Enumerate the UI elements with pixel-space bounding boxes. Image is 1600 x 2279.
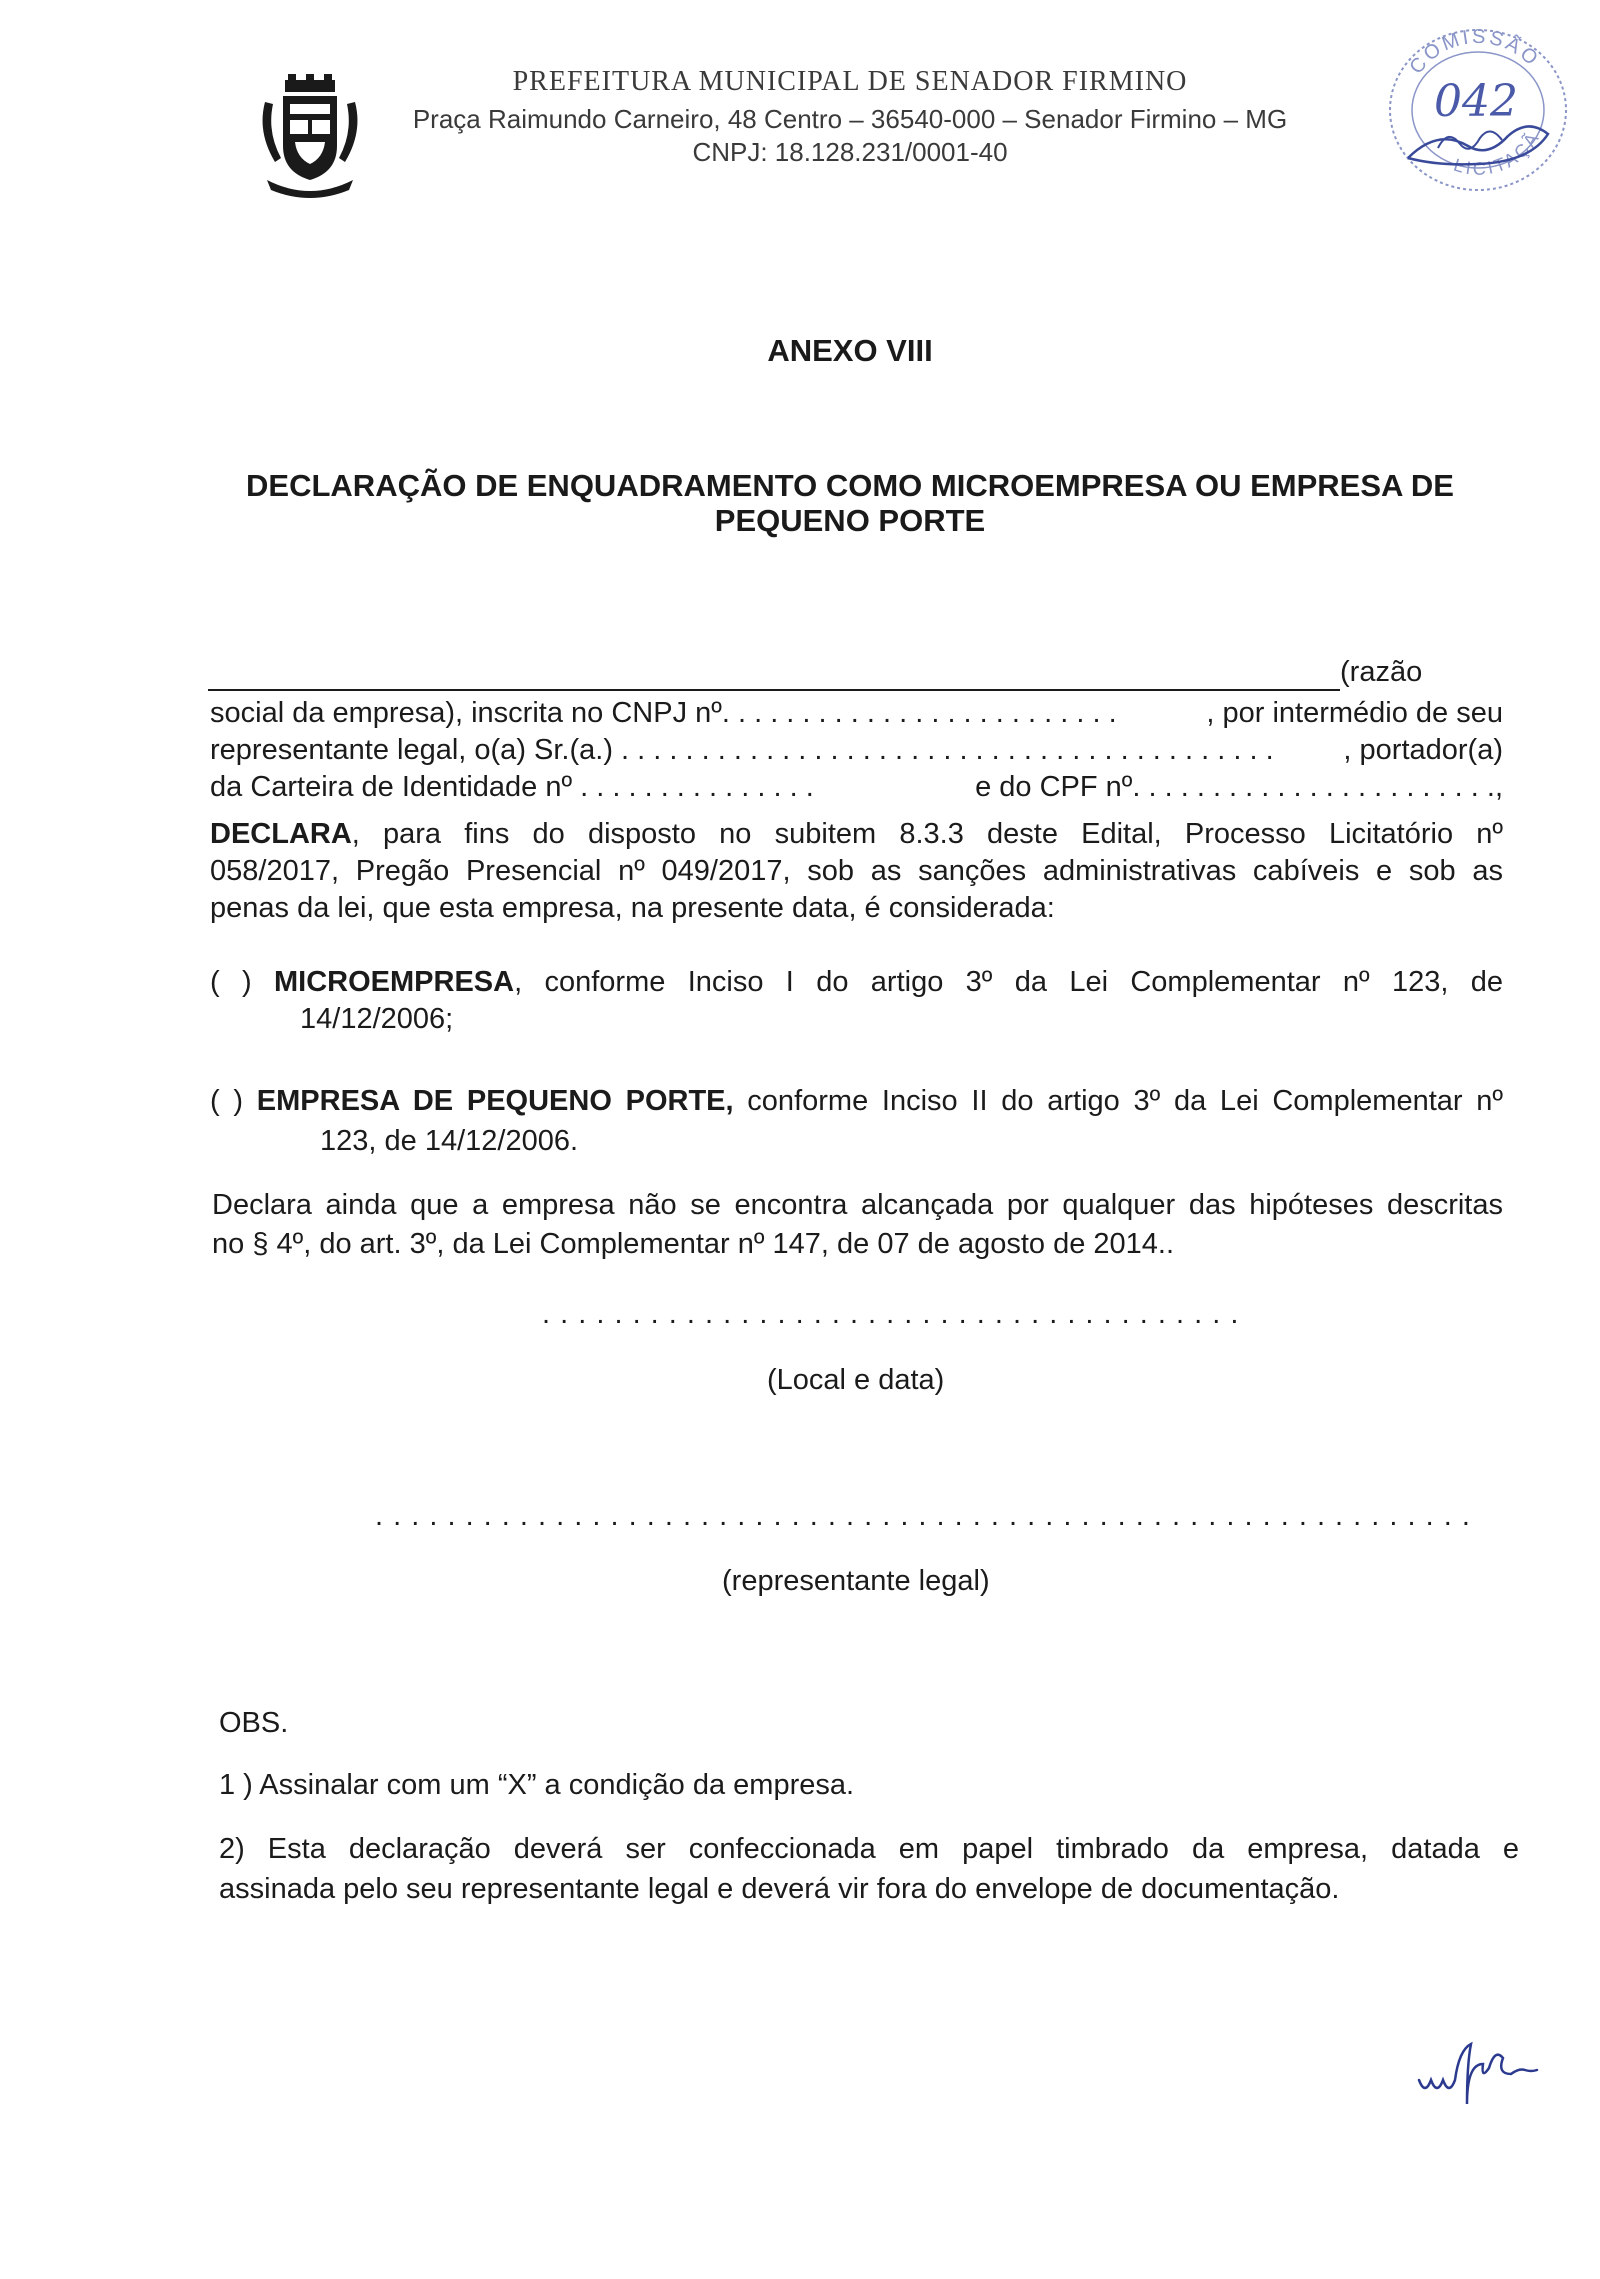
municipality-title: PREFEITURA MUNICIPAL DE SENADOR FIRMINO bbox=[512, 66, 1188, 97]
municipality-cnpj: CNPJ: 18.128.231/0001-40 bbox=[692, 137, 1008, 167]
local-date-label: (Local e data) bbox=[767, 1364, 945, 1396]
identity-field-label: da Carteira de Identidade nº . . . . . . . . . . . . . . . bbox=[210, 771, 814, 803]
stamp-number: 042 bbox=[1434, 76, 1518, 127]
commission-stamp-icon bbox=[1378, 18, 1578, 198]
cpf-field-label: e do CPF nº. . . . . . . . . . . . . . . . . . . . . . ., bbox=[975, 771, 1503, 803]
annex-title: ANEXO VIII bbox=[767, 333, 933, 368]
stamp-bottom-text: LICITAÇÃ bbox=[1451, 127, 1544, 180]
body-line-5: DECLARA, para fins do disposto no subitem 8.3.3 deste Edital, Processo Licitatório nº bbox=[210, 818, 1503, 850]
local-date-field[interactable]: . . . . . . . . . . . . . . . . . . . . . . . . . . . . . . . . . . . . . . . bbox=[542, 1298, 1240, 1330]
body-line-6: 058/2017, Pregão Presencial nº 049/2017, sob as sanções administrativas cabíveis e sob as bbox=[210, 855, 1503, 887]
obs-item-2-line2: assinada pelo seu representante legal e deverá vir fora do envelope de documentação. bbox=[219, 1873, 1340, 1905]
body-line-4 bbox=[210, 769, 1503, 806]
representative-label: (representante legal) bbox=[722, 1565, 990, 1597]
handwritten-initials-icon bbox=[1415, 2030, 1575, 2120]
body-line-2: social da empresa), inscrita no CNPJ nº. . . . . . . . . . . . . . . . . . . . . . . . . , por intermédio de seu bbox=[210, 695, 1503, 732]
microempresa-checkbox[interactable]: ( ) bbox=[210, 966, 252, 998]
body-line-3: representante legal, o(a) Sr.(a.) . . . . . . . . . . . . . . . . . . . . . . . . . . . . . . . . . . . . . . . . . , portador(a) bbox=[210, 732, 1503, 769]
body-line-7: penas da lei, que esta empresa, na presente data, é considerada: bbox=[210, 892, 1055, 924]
obs-item-1: 1 ) Assinalar com um “X” a condição da empresa. bbox=[219, 1769, 855, 1801]
cnpj-field-label: social da empresa), inscrita no CNPJ nº. . . . . . . . . . . . . . . . . . . . . . . . . bbox=[210, 697, 1117, 729]
epp-checkbox[interactable]: ( ) bbox=[210, 1085, 244, 1117]
declaration-title-line2: PEQUENO PORTE bbox=[714, 503, 986, 538]
option-epp: ( ) EMPRESA DE PEQUENO PORTE, conforme Inciso II do artigo 3º da Lei Complementar nº bbox=[210, 1085, 1503, 1117]
representative-signature-field[interactable]: . . . . . . . . . . . . . . . . . . . . . . . . . . . . . . . . . . . . . . . . . . . . . . . . . . . . . . . . . . . . . bbox=[375, 1500, 1471, 1532]
option-microempresa-line2: 14/12/2006; bbox=[300, 1003, 454, 1035]
option-microempresa: ( ) MICROEMPRESA, conforme Inciso I do artigo 3º da Lei Complementar nº 123, de bbox=[210, 966, 1503, 998]
company-name-field[interactable] bbox=[208, 689, 1340, 691]
municipality-address: Praça Raimundo Carneiro, 48 Centro – 36540-000 – Senador Firmino – MG bbox=[412, 104, 1288, 134]
declara-ainda-line2: no § 4º, do art. 3º, da Lei Complementar nº 147, de 07 de agosto de 2014.. bbox=[212, 1228, 1175, 1260]
option-epp-line2: 123, de 14/12/2006. bbox=[320, 1125, 579, 1157]
razao-label: (razão bbox=[1340, 656, 1423, 688]
declara-ainda-line1: Declara ainda que a empresa não se encontra alcançada por qualquer das hipóteses descritas bbox=[212, 1189, 1503, 1221]
obs-title: OBS. bbox=[219, 1707, 289, 1739]
declara-bold: DECLARA bbox=[210, 818, 352, 850]
stamp-top-text: COMISSÃO bbox=[1405, 25, 1544, 79]
declaration-title-line1: DECLARAÇÃO DE ENQUADRAMENTO COMO MICROEMPRESA OU EMPRESA DE bbox=[246, 468, 1454, 503]
obs-item-2-line1: 2) Esta declaração deverá ser confeccionada em papel timbrado da empresa, datada e bbox=[219, 1833, 1519, 1865]
representative-field-label: representante legal, o(a) Sr.(a.) . . . . . . . . . . . . . . . . . . . . . . . . . . . . . . . . . . . . . . . . . bbox=[210, 734, 1274, 766]
